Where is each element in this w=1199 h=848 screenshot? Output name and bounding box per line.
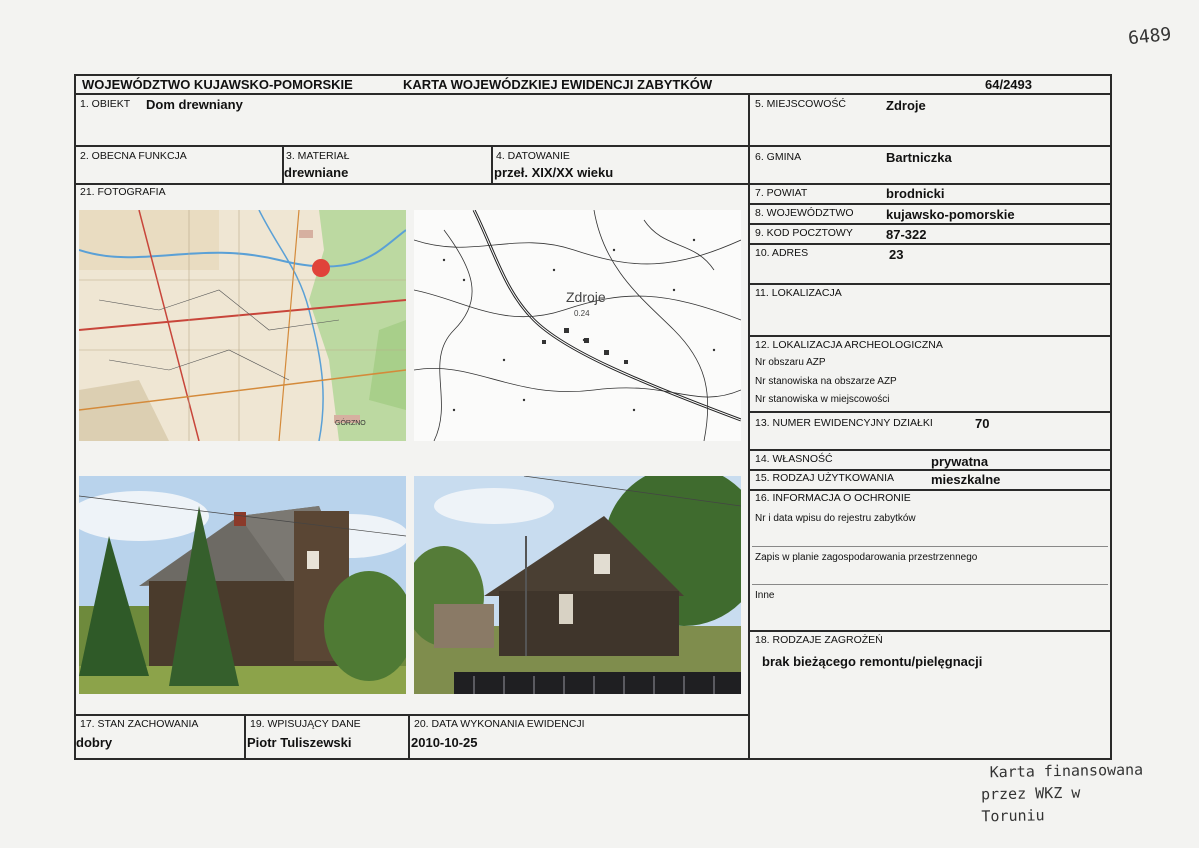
fotografia-label: 21. FOTOGRAFIA: [80, 186, 166, 198]
location-map-topo: [414, 210, 741, 441]
kod-value: 87-322: [886, 227, 927, 242]
funkcja-label: 2. OBECNA FUNKCJA: [80, 150, 187, 162]
stamp-line-1: Karta finansowana: [989, 760, 1144, 782]
gmina-label: 6. GMINA: [755, 151, 802, 163]
data-label: 20. DATA WYKONANIA EWIDENCJI: [414, 718, 585, 730]
gmina-value: Bartniczka: [886, 150, 952, 165]
header-number: 64/2493: [985, 77, 1032, 92]
wpisujacy-label: 19. WPISUJĄCY DANE: [250, 718, 361, 730]
adres-value: 23: [889, 247, 904, 262]
ochrona-rejestr: Nr i data wpisu do rejestru zabytków: [755, 513, 916, 524]
kod-label: 9. KOD POCZTOWY: [755, 227, 853, 239]
header-voivodeship: WOJEWÓDZTWO KUJAWSKO-POMORSKIE: [82, 77, 353, 92]
wlasnosc-label: 14. WŁASNOŚĆ: [755, 453, 833, 465]
handwritten-number: 6489: [1127, 23, 1173, 50]
stan-label: 17. STAN ZACHOWANIA: [80, 718, 199, 730]
stan-value: dobry: [76, 735, 113, 750]
location-map-color: [79, 210, 406, 441]
ochrona-inne: Inne: [755, 590, 775, 601]
map-label-zdroje: Zdroje: [566, 289, 606, 305]
dzialka-value: 70: [975, 416, 990, 431]
powiat-label: 7. POWIAT: [755, 187, 808, 199]
material-label: 3. MATERIAŁ: [286, 150, 350, 162]
datowanie-label: 4. DATOWANIE: [496, 150, 570, 162]
zagrozenia-label: 18. RODZAJE ZAGROŻEŃ: [755, 634, 883, 646]
material-value: drewniane: [284, 165, 349, 180]
wojewodztwo-value: kujawsko-pomorskie: [886, 207, 1015, 222]
datowanie-value: przeł. XIX/XX wieku: [494, 165, 614, 180]
stamp-line-2: przez WKZ w Toruniu: [980, 783, 1081, 826]
archeo-label: 12. LOKALIZACJA ARCHEOLOGICZNA: [755, 339, 943, 351]
archeo-azp: Nr obszaru AZP: [755, 357, 826, 368]
archeo-stanowisko-azp: Nr stanowiska na obszarze AZP: [755, 376, 897, 387]
miejscowosc-label: 5. MIEJSCOWOŚĆ: [755, 98, 847, 110]
house-photo-2: [414, 476, 741, 694]
miejscowosc-value: Zdroje: [886, 98, 926, 113]
house-photo-1: [79, 476, 406, 694]
data-value: 2010-10-25: [411, 735, 478, 750]
map-label-elevation: 0.24: [574, 309, 590, 318]
wojewodztwo-label: 8. WOJEWÓDZTWO: [755, 207, 854, 219]
lokalizacja-label: 11. LOKALIZACJA: [755, 287, 842, 299]
header-title: KARTA WOJEWÓDZKIEJ EWIDENCJI ZABYTKÓW: [403, 77, 713, 92]
wlasnosc-value: prywatna: [931, 454, 989, 469]
uzytkowanie-value: mieszkalne: [931, 472, 1001, 487]
uzytkowanie-label: 15. RODZAJ UŻYTKOWANIA: [755, 472, 895, 484]
obiekt-value: Dom drewniany: [146, 97, 243, 112]
ochrona-plan: Zapis w planie zagospodarowania przestrzennego: [755, 552, 978, 563]
financing-stamp: [974, 759, 1145, 828]
archeo-stanowisko-miejscowosc: Nr stanowiska w miejscowości: [755, 394, 890, 405]
powiat-value: brodnicki: [886, 186, 945, 201]
map-label-gorzno: GÓRZNO: [335, 420, 366, 427]
wpisujacy-value: Piotr Tuliszewski: [247, 735, 352, 750]
zagrozenia-value: brak bieżącego remontu/pielęgnacji: [762, 654, 983, 669]
obiekt-label: 1. OBIEKT: [80, 98, 131, 110]
dzialka-label: 13. NUMER EWIDENCYJNY DZIAŁKI: [755, 417, 933, 429]
ochrona-label: 16. INFORMACJA O OCHRONIE: [755, 492, 911, 504]
adres-label: 10. ADRES: [755, 247, 809, 259]
